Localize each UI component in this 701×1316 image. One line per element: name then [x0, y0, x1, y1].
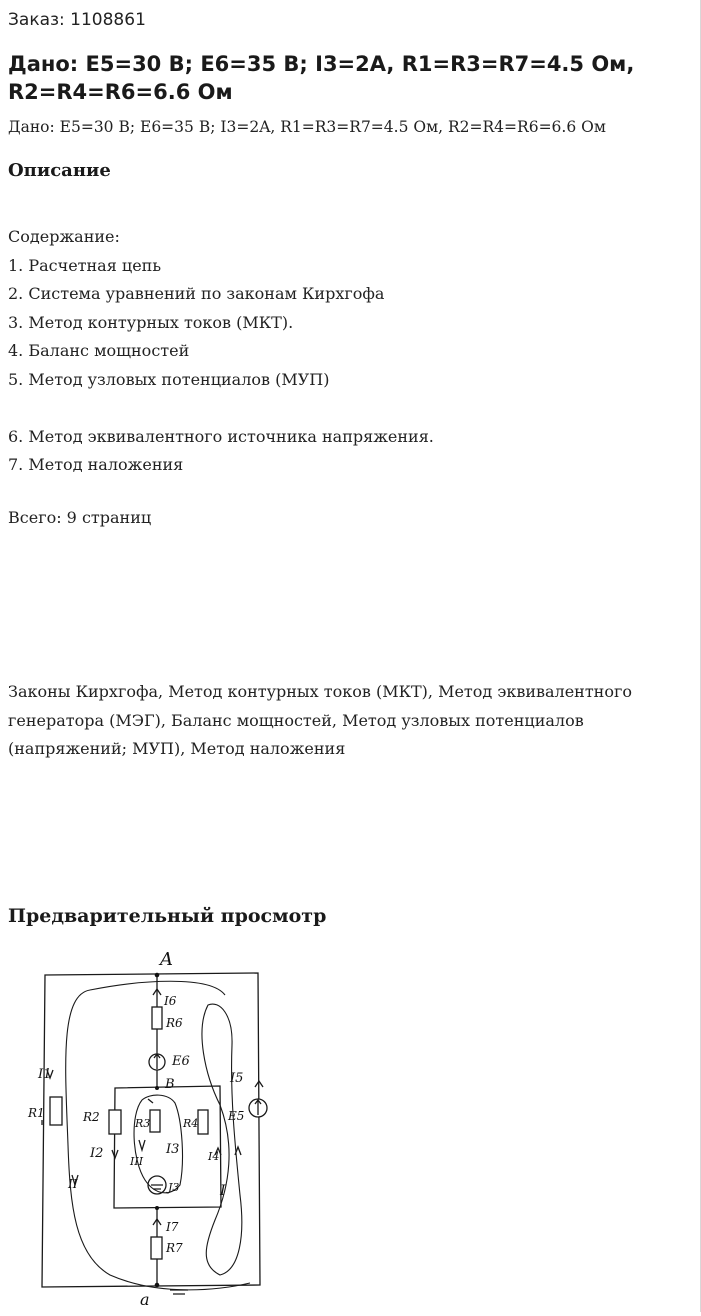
contents-heading: Содержание: — [8, 227, 120, 246]
node-a-bottom-label: a — [140, 1290, 150, 1309]
total-pages: Всего: 9 страниц — [8, 508, 152, 527]
page-title: Дано: E5=30 В; E6=35 В; I3=2A, R1=R3=R7=4.5 Ом, R2=R4=R6=6.6 Ом — [8, 52, 635, 104]
contents-item: 6. Метод эквивалентного источника напряжения. — [8, 426, 434, 446]
r3-label: R3 — [135, 1117, 151, 1130]
i1-label: I1 — [38, 1067, 52, 1082]
r6-label: R6 — [166, 1016, 183, 1030]
contents-list — [8, 223, 434, 480]
i5-label: I5 — [230, 1071, 244, 1086]
contents-item: 1. Расчетная цепь — [8, 255, 162, 275]
node-b-label: B — [165, 1077, 175, 1092]
contents-item: 3. Метод контурных токов (МКТ). — [8, 312, 294, 332]
r7-resistor — [151, 1237, 162, 1259]
r4-label: R4 — [183, 1117, 199, 1130]
contents-item: 2. Система уравнений по законам Кирхгофа — [8, 284, 385, 303]
i7-label: I7 — [166, 1220, 179, 1234]
r2-resistor — [109, 1110, 121, 1134]
r1-resistor — [50, 1097, 62, 1125]
loop-3-label: III — [130, 1155, 144, 1168]
loop-1-label: I — [220, 1183, 226, 1199]
contents-item: 7. Метод наложения — [8, 455, 184, 474]
r2-label: R2 — [83, 1110, 100, 1124]
keywords-paragraph: Законы Кирхгофа, Метод контурных токов (МКТ), Метод эквивалентного генератора (МЭГ), Баланс мощностей, Метод узловых потенциалов (напряжений; МУП), Метод наложения — [8, 682, 632, 758]
circuit-diagram — [20, 945, 300, 1312]
r3-resistor — [150, 1110, 160, 1132]
contents-item: 5. Метод узловых потенциалов (МУП) — [8, 369, 330, 389]
i6-label: I6 — [164, 994, 177, 1008]
j3-label: J3 — [168, 1181, 180, 1194]
r7-label: R7 — [166, 1241, 183, 1255]
preview-heading: Предварительный просмотр — [8, 905, 327, 927]
description-heading: Описание — [8, 160, 111, 181]
i4-label: I4 — [208, 1150, 220, 1163]
loop-2-label: II — [68, 1177, 78, 1191]
e5-label: E5 — [228, 1109, 245, 1123]
spacer — [8, 394, 434, 423]
given-line: Дано: E5=30 В; E6=35 В; I3=2A, R1=R3=R7=4.5 Ом, R2=R4=R6=6.6 Ом — [8, 118, 606, 136]
node-a-top-label: A — [160, 949, 173, 970]
r4-resistor — [198, 1110, 208, 1134]
e6-label: E6 — [172, 1054, 190, 1069]
contents-item: 4. Баланс мощностей — [8, 341, 190, 360]
r1-label: R1 — [28, 1106, 45, 1120]
order-number: Заказ: 1108861 — [8, 10, 146, 30]
r6-resistor — [152, 1007, 162, 1029]
i3-label: I3 — [166, 1142, 180, 1157]
circuit-preview-image — [20, 945, 300, 1312]
i2-label: I2 — [90, 1146, 104, 1161]
